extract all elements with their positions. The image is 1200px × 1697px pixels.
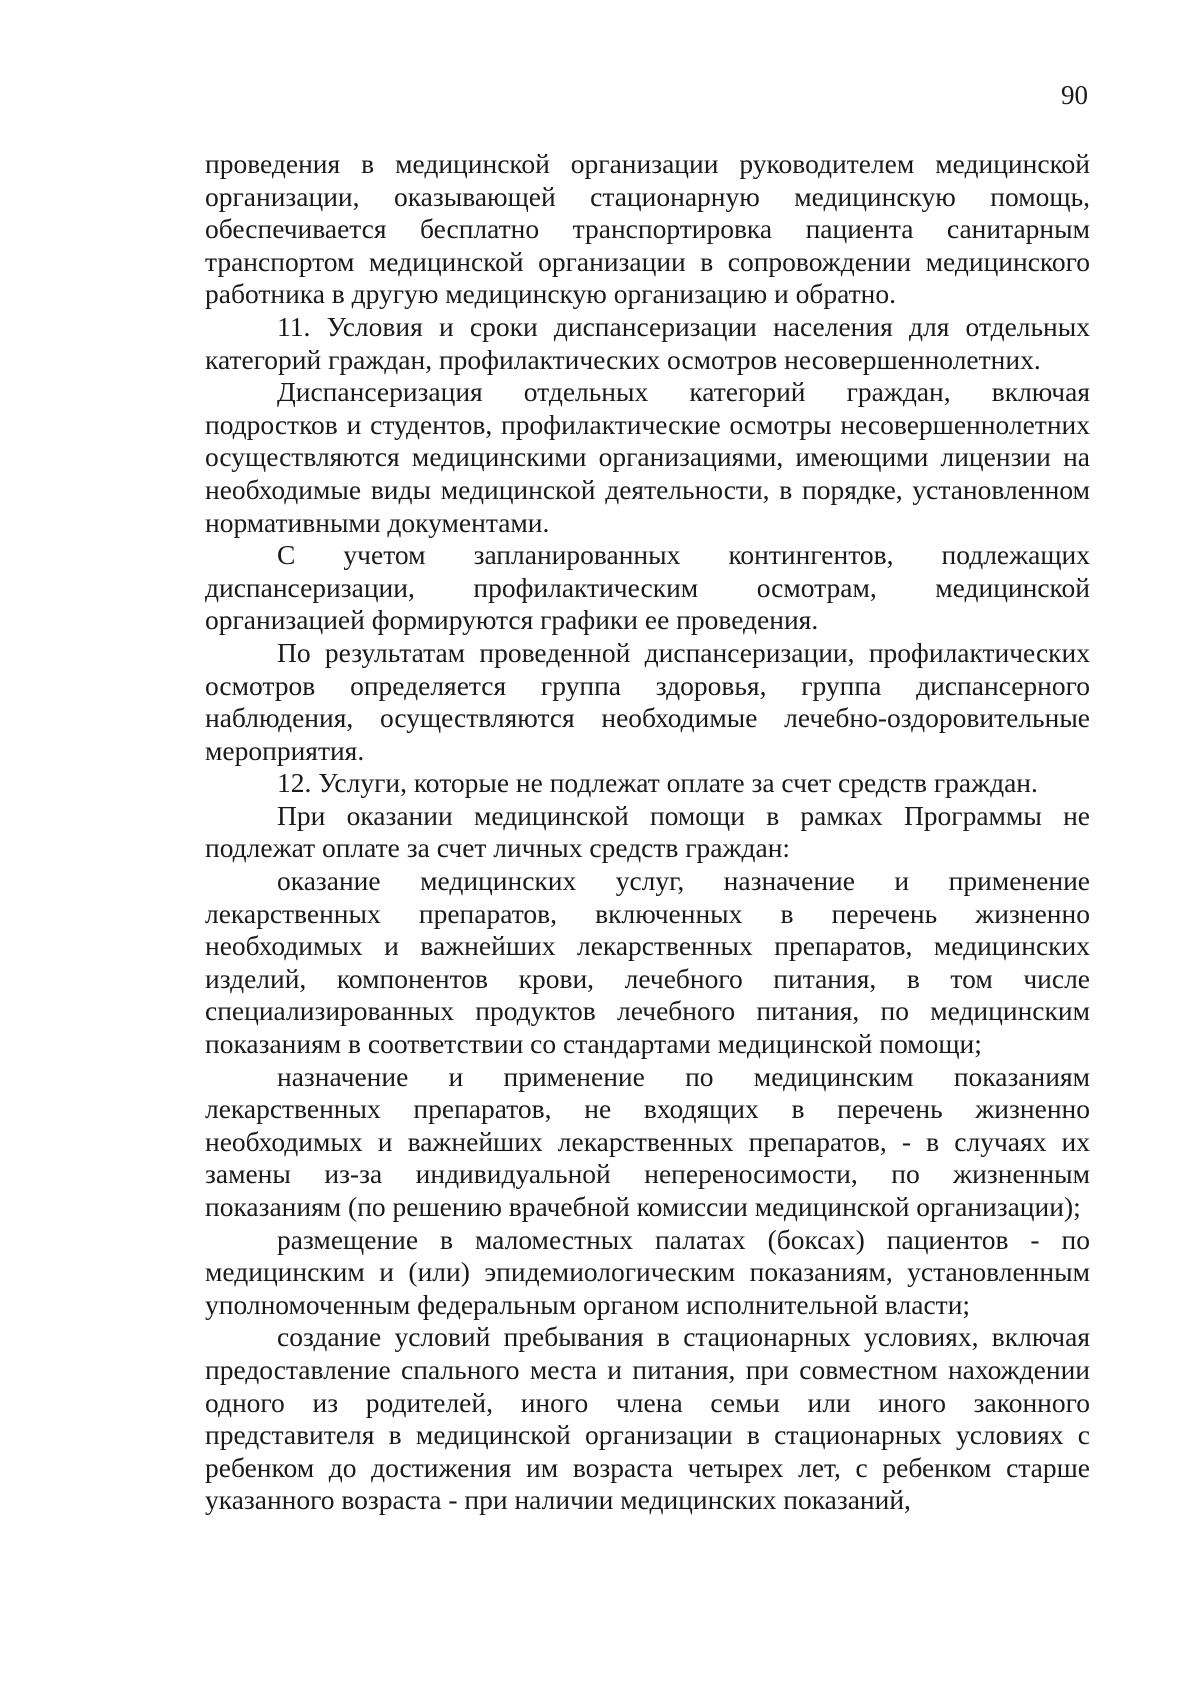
paragraph: 11. Условия и сроки диспансеризации населения для отдельных категорий граждан, профилактических осмотров несовершеннолетних. <box>205 310 1090 375</box>
paragraph: оказание медицинских услуг, назначение и применение лекарственных препаратов, включенных в перечень жизненно необходимых и важнейших лекарственных препаратов, медицинских изделий, компонентов крови, лечебного питания, в том числе специализированных продуктов лечебного питания, по медицинским показаниям в соответствии со стандартами медицинской помощи; <box>205 865 1090 1060</box>
paragraph: проведения в медицинской организации руководителем медицинской организации, оказывающей стационарную медицинскую помощь, обеспечивается бесплатно транспортировка пациента санитарным транспортом медицинской организации в сопровождении медицинского работника в другую медицинскую организацию и обратно. <box>205 148 1090 310</box>
page-number: 90 <box>1061 80 1088 110</box>
paragraph: Диспансеризация отдельных категорий граждан, включая подростков и студентов, профилактические осмотры несовершеннолетних осуществляются медицинскими организациями, имеющими лицензии на необходимые виды медицинской деятельности, в порядке, установленном нормативными документами. <box>205 376 1090 538</box>
paragraph: С учетом запланированных контингентов, подлежащих диспансеризации, профилактическим осмотрам, медицинской организацией формируются графики ее проведения. <box>205 539 1090 636</box>
document-body <box>205 148 1090 1517</box>
paragraph: размещение в маломестных палатах (боксах) пациентов - по медицинским и (или) эпидемиологическим показаниям, установленным уполномоченным федеральным органом исполнительной власти; <box>205 1223 1090 1320</box>
paragraph: При оказании медицинской помощи в рамках Программы не подлежат оплате за счет личных средств граждан: <box>205 799 1090 864</box>
paragraph: назначение и применение по медицинским показаниям лекарственных препаратов, не входящих в перечень жизненно необходимых и важнейших лекарственных препаратов, - в случаях их замены из-за индивидуальной непереносимости, по жизненным показаниям (по решению врачебной комиссии медицинской организации); <box>205 1060 1090 1222</box>
paragraph: По результатам проведенной диспансеризации, профилактических осмотров определяется группа здоровья, группа диспансерного наблюдения, осуществляются необходимые лечебно-оздоровительные мероприятия. <box>205 636 1090 766</box>
paragraph: создание условий пребывания в стационарных условиях, включая предоставление спального места и питания, при совместном нахождении одного из родителей, иного члена семьи или иного законного представителя в медицинской организации в стационарных условиях с ребенком до достижения им возраста четырех лет, с ребенком старше указанного возраста - при наличии медицинских показаний, <box>205 1321 1090 1516</box>
paragraph: 12. Услуги, которые не подлежат оплате за счет средств граждан. <box>277 767 1038 799</box>
